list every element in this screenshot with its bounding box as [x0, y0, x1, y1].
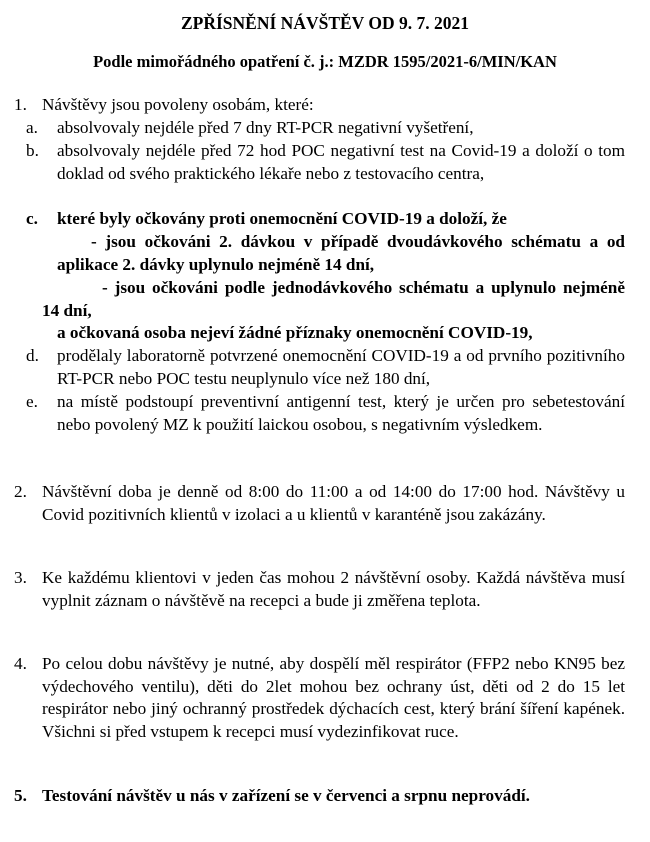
sub-item-text: na místě podstoupí preventivní antigenní test, který je určen pro sebetestování nebo povolený MZ k použití laickou osobou, s negativním výsledkem. — [57, 392, 625, 434]
sub-item-text: prodělaly laboratorně potvrzené onemocnění COVID-19 a od prvního pozitivního RT-PCR nebo POC testu neuplynulo více než 180 dní, — [57, 346, 625, 388]
item-number: 4. — [14, 654, 27, 673]
item-text: Testování návštěv u nás v zařízení se v červenci a srpnu neprovádí. — [42, 786, 530, 805]
item-number: 1. — [14, 95, 27, 114]
sub-item-letter: a. — [26, 118, 38, 137]
document-subtitle: Podle mimořádného opatření č. j.: MZDR 1595/2021-6/MIN/KAN — [93, 52, 557, 71]
item-number: 2. — [14, 482, 27, 501]
item-text: Návštěvy jsou povoleny osobám, které: — [42, 95, 314, 114]
document-title: ZPŘÍSNĚNÍ NÁVŠTĚV OD 9. 7. 2021 — [181, 13, 469, 33]
item-number: 5. — [14, 786, 27, 805]
sub-item-letter: c. — [26, 209, 38, 228]
sub-item-dash: - jsou očkováni podle jednodávkového schématu a uplynulo nejméně 14 dní, — [42, 278, 625, 320]
sub-item-intro: které byly očkovány proti onemocnění COVID-19 a doloží, že — [57, 209, 507, 228]
sub-item-letter: e. — [26, 392, 38, 411]
item-text: Návštěvní doba je denně od 8:00 do 11:00 a od 14:00 do 17:00 hod. Návštěvy u Covid pozitivních klientů v izolaci a u klientů v karanténě jsou zakázány. — [42, 482, 625, 524]
item-text: Ke každému klientovi v jeden čas mohou 2 návštěvní osoby. Každá návštěva musí vyplnit záznam o návštěvě na recepci a bude ji změřena teplota. — [42, 568, 625, 610]
sub-item-text: absolvovaly nejdéle před 72 hod POC negativní test na Covid-19 a doloží o tom doklad od svého praktického lékaře nebo z testovacího centra, — [57, 141, 625, 183]
sub-item-dash: - jsou očkováni 2. dávkou v případě dvoudávkového schématu a od aplikace 2. dávky uplynulo nejméně 14 dní, — [57, 232, 625, 274]
sub-item-letter: b. — [26, 141, 39, 160]
sub-item-closing: a očkovaná osoba nejeví žádné příznaky onemocnění COVID-19, — [57, 323, 533, 342]
sub-item-text: absolvovaly nejdéle před 7 dny RT-PCR negativní vyšetření, — [57, 118, 474, 137]
item-number: 3. — [14, 568, 27, 587]
item-text: Po celou dobu návštěvy je nutné, aby dospělí měl respirátor (FFP2 nebo KN95 bez výdechového ventilu), děti do 2let mohou bez ochrany úst, děti od 2 do 15 let respirátor nebo jiný ochranný prostředek dýchacích cest, který brání šíření kapének. Všichni si před vstupem k recepci musí vydezinfikovat ruce. — [42, 654, 625, 741]
sub-item-letter: d. — [26, 346, 39, 365]
